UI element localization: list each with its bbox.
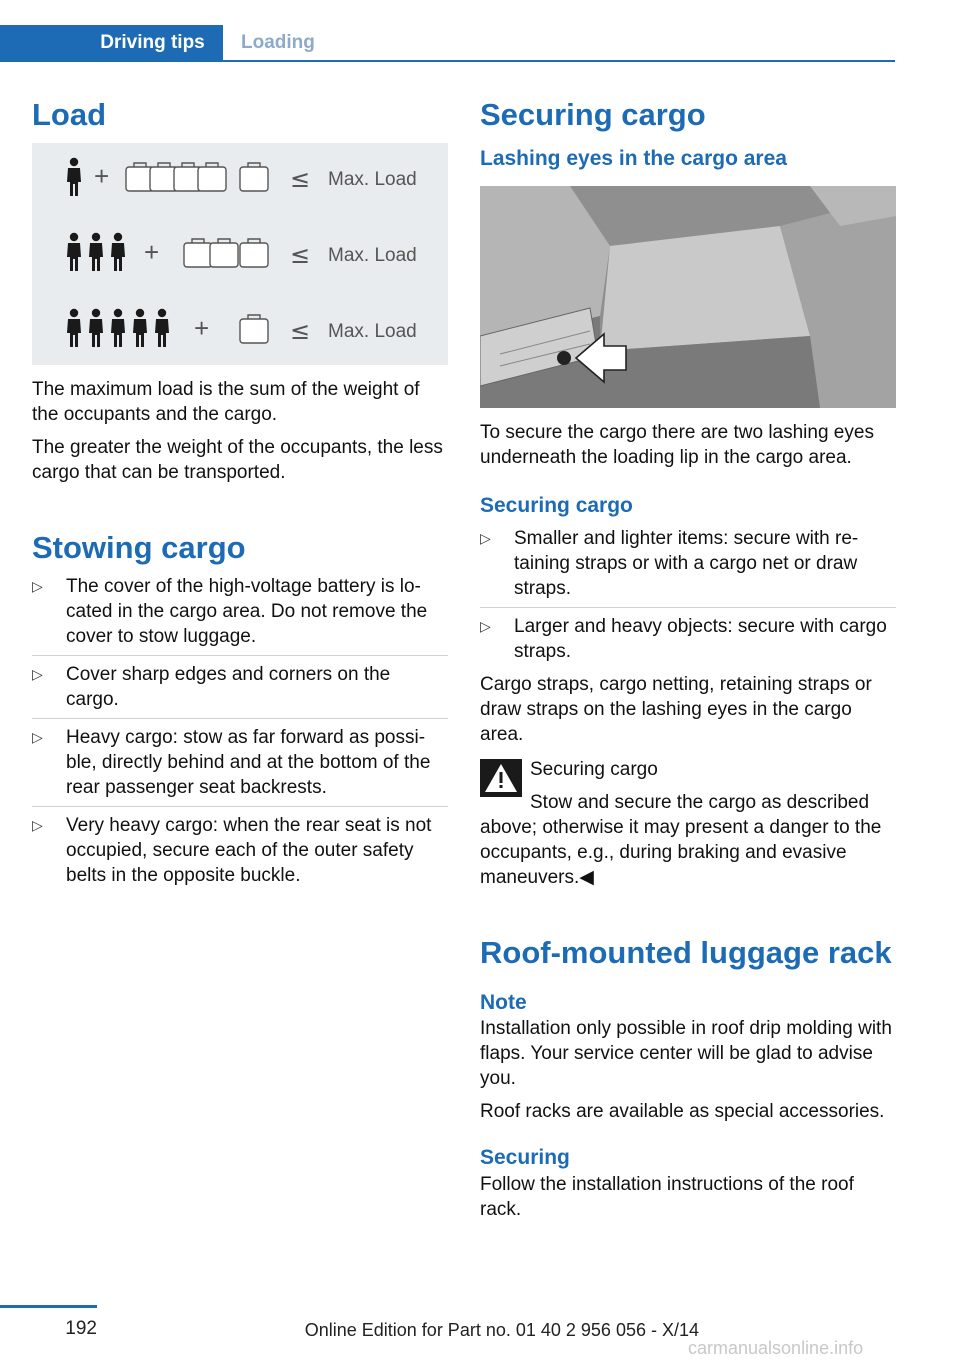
suitcase-icon [184, 239, 212, 267]
stowing-title: Stowing cargo [32, 530, 246, 566]
securing-title: Securing cargo [480, 97, 706, 132]
person-icon [155, 309, 169, 347]
max-load-label: Max. Load [328, 169, 417, 191]
person-icon [89, 309, 103, 347]
note-paragraph-1: Installation only possible in roof drip molding with flaps. Your service center will be glad to advise you. [480, 1018, 892, 1090]
person-icon [111, 309, 125, 347]
note-paragraph-2: Roof racks are available as special accessories. [480, 1101, 885, 1123]
securing-list [480, 526, 896, 670]
securing2-paragraph: Follow the installation instructions of the roof rack. [480, 1173, 854, 1220]
note-title: Note [480, 990, 527, 1014]
list-item: ▷ Very heavy cargo: when the rear seat is not occupied, secure each of the outer safety belts in the opposite buckle. [32, 815, 432, 887]
lashing-title: Lashing eyes in the cargo area [480, 147, 787, 171]
load-row-3 [67, 309, 417, 347]
header-rule [0, 60, 895, 62]
bullet-triangle-icon: ▷ [32, 578, 43, 595]
left-column [32, 96, 448, 900]
bullet-triangle-icon: ▷ [480, 529, 491, 546]
load-row-1 [67, 158, 417, 196]
load-title: Load [32, 97, 107, 132]
plus-sign: + [94, 161, 110, 192]
load-figure [32, 143, 448, 365]
bullet-triangle-icon: ▷ [32, 729, 43, 746]
warning-title: Securing cargo [530, 758, 658, 780]
section-tab-driving-tips[interactable]: Driving tips [0, 25, 223, 60]
warning-text: Stow and secure the cargo as described above; otherwise it may present a danger to the occupants, e.g., during braking and evasive maneuvers.◀ [480, 791, 882, 888]
list-item: ▷ Cover sharp edges and corners on the cargo. [32, 662, 448, 719]
edition-text: Online Edition for Part no. 01 40 2 956 056 - X/14 [304, 1320, 699, 1340]
suitcase-icon [198, 163, 226, 191]
bullet-triangle-icon: ▷ [32, 817, 43, 834]
page-number: 192 [65, 1318, 97, 1339]
leq-sign: ≤ [290, 241, 311, 270]
bullet-triangle-icon: ▷ [480, 617, 491, 634]
list-item: ▷ Smaller and lighter items: secure with re-taining straps or with a cargo net or draw straps. [480, 526, 896, 608]
plus-sign: + [194, 313, 210, 344]
warning-box [480, 757, 896, 890]
leq-sign: ≤ [290, 165, 311, 194]
cargo-area-photo [480, 186, 896, 408]
right-column [480, 96, 896, 1222]
page-header [0, 25, 895, 62]
person-icon [67, 309, 81, 347]
section-tab-loading[interactable]: Loading [241, 31, 315, 53]
person-icon [67, 233, 81, 271]
watermark: carmanualsonline.info [688, 1338, 864, 1358]
load-paragraph-1: The maximum load is the sum of the weight of the occupants and the cargo. [32, 379, 420, 426]
load-diagram [32, 143, 448, 365]
cargo-illustration [480, 186, 896, 408]
warning-triangle-icon [480, 759, 522, 797]
lashing-eye [557, 351, 571, 365]
plus-sign: + [144, 237, 160, 268]
max-load-label: Max. Load [328, 321, 417, 343]
max-load-label: Max. Load [328, 245, 417, 267]
securing-subtitle: Securing cargo [480, 494, 633, 518]
person-icon [67, 158, 81, 196]
list-item: ▷ Heavy cargo: stow as far forward as possi-ble, directly behind and at the bottom of the rear passenger seat backrests. [32, 725, 448, 807]
suitcase-icon [210, 239, 238, 267]
bullet-triangle-icon: ▷ [32, 666, 43, 683]
person-icon [133, 309, 147, 347]
load-row-2 [67, 233, 417, 271]
person-icon [111, 233, 125, 271]
list-item: ▷ The cover of the high-voltage battery is lo-cated in the cargo area. Do not remove the cover to stow luggage. [32, 574, 448, 656]
suitcase-icon [240, 315, 268, 343]
person-icon [89, 233, 103, 271]
suitcase-icon [240, 239, 268, 267]
securing2-title: Securing [480, 1146, 570, 1170]
lashing-paragraph: To secure the cargo there are two lashing eyes underneath the loading lip in the cargo area. [480, 422, 874, 469]
leq-sign: ≤ [290, 317, 311, 346]
suitcase-icon [240, 163, 268, 191]
footer-rule [0, 1305, 97, 1308]
straps-paragraph: Cargo straps, cargo netting, retaining straps or draw straps on the lashing eyes in the cargo area. [480, 673, 872, 745]
list-item: ▷ Larger and heavy objects: secure with cargo straps. [480, 615, 887, 662]
load-paragraph-2: The greater the weight of the occupants, the less cargo that can be transported. [32, 437, 443, 484]
roof-rack-title: Roof-mounted luggage rack [480, 934, 892, 970]
stowing-list [32, 574, 448, 894]
